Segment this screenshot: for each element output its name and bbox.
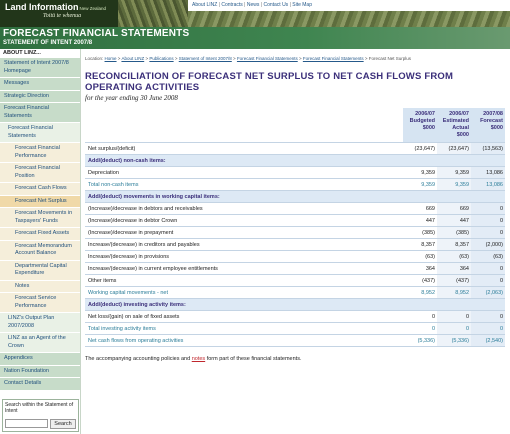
sidebar-item[interactable]: LINZ's Output Plan 2007/2008 xyxy=(0,313,80,333)
value-cell: 0 xyxy=(471,263,505,275)
sidebar-item[interactable]: Contact Details xyxy=(0,378,80,391)
row-label: Total non-cash items xyxy=(85,179,403,191)
row-label: Net loss/(gain) on sale of fixed assets xyxy=(85,311,403,323)
search-label: Search within the Statement of Intent xyxy=(5,402,74,414)
value-cell: 0 xyxy=(471,311,505,323)
value-cell: 0 xyxy=(471,227,505,239)
top-link[interactable]: Site Map xyxy=(292,2,312,8)
value-cell: (63) xyxy=(437,251,471,263)
table-row xyxy=(85,227,505,239)
value-cell: 447 xyxy=(403,215,437,227)
breadcrumb-link[interactable]: Forecast Financial Statements xyxy=(236,56,298,61)
value-cell: 0 xyxy=(403,311,437,323)
value-cell: (437) xyxy=(403,275,437,287)
row-label: Other items xyxy=(85,275,403,287)
page-subtitle: for the year ending 30 June 2008 xyxy=(85,94,178,102)
value-cell: 8,357 xyxy=(403,239,437,251)
table-row xyxy=(85,263,505,275)
sidebar-item[interactable]: Departmental Capital Expenditure xyxy=(0,261,80,281)
top-link[interactable]: Contracts xyxy=(221,2,243,8)
total-row xyxy=(85,179,505,191)
column-header xyxy=(403,108,437,143)
sidebar xyxy=(0,49,81,434)
column-header-line: Actual xyxy=(452,125,469,131)
row-label: (Increase)/decrease in prepayment xyxy=(85,227,403,239)
table-row xyxy=(85,167,505,179)
page-title: RECONCILIATION OF FORECAST NET SURPLUS TO NET CASH FLOWS FROM OPERATING ACTIVITIES xyxy=(85,71,454,93)
breadcrumb-link[interactable]: Statement of Intent 2007/8 xyxy=(178,56,232,61)
row-label: (Increase)/decrease in debtor Crown xyxy=(85,215,403,227)
value-cell: (63) xyxy=(403,251,437,263)
value-cell: 9,359 xyxy=(437,179,471,191)
value-cell: (5,336) xyxy=(403,335,437,347)
sidebar-item[interactable]: Forecast Cash Flows xyxy=(0,183,80,196)
brand-name-sub: New Zealand xyxy=(79,6,107,11)
table-row xyxy=(85,275,505,287)
table-row xyxy=(85,251,505,263)
value-cell: 0 xyxy=(471,215,505,227)
sidebar-item[interactable]: Nation Foundation xyxy=(0,366,80,379)
footnote-before: The accompanying accounting policies and xyxy=(85,356,192,362)
value-cell: 8,952 xyxy=(403,287,437,299)
value-cell xyxy=(471,155,505,167)
breadcrumb-separator: > xyxy=(363,56,369,61)
sidebar-item[interactable]: Forecast Movements in Taxpayers' Funds xyxy=(0,208,80,228)
breadcrumb-prefix: Location: xyxy=(85,56,104,61)
top-link[interactable]: News xyxy=(246,2,260,8)
footnote-after: form part of these financial statements. xyxy=(205,356,302,362)
column-header-line: Forecast xyxy=(480,118,503,124)
breadcrumb-separator: > xyxy=(173,56,179,61)
value-cell xyxy=(403,191,437,203)
value-cell: 364 xyxy=(437,263,471,275)
section-row xyxy=(85,191,505,203)
total-row xyxy=(85,335,505,347)
row-label: Increase/(decrease) in provisions xyxy=(85,251,403,263)
value-cell: 364 xyxy=(403,263,437,275)
value-cell: (23,647) xyxy=(403,143,437,155)
search-button[interactable]: Search xyxy=(50,419,76,429)
value-cell: (385) xyxy=(403,227,437,239)
table-row xyxy=(85,203,505,215)
linz-logo[interactable] xyxy=(0,0,118,27)
top-bar xyxy=(0,0,510,27)
table-body xyxy=(85,143,505,347)
row-label: Add/(deduct) non-cash items: xyxy=(85,155,403,167)
row-label: Working capital movements - net xyxy=(85,287,403,299)
column-header xyxy=(471,108,505,143)
sidebar-item[interactable]: Messages xyxy=(0,78,80,91)
sidebar-item[interactable]: Forecast Financial Position xyxy=(0,163,80,183)
sidebar-nav xyxy=(0,58,80,391)
top-link[interactable]: About LINZ xyxy=(192,2,218,8)
column-header-line: 2006/07 xyxy=(449,111,469,117)
total-row xyxy=(85,287,505,299)
brand-name: Land Information xyxy=(5,2,79,12)
row-label: Increase/(decrease) in current employee entitlements xyxy=(85,263,403,275)
breadcrumb-separator: > xyxy=(231,56,237,61)
row-label: Add/(deduct) investing activity items: xyxy=(85,299,403,311)
header-label-cell xyxy=(85,108,403,143)
value-cell xyxy=(471,299,505,311)
value-cell: 669 xyxy=(437,203,471,215)
breadcrumb-separator: > xyxy=(297,56,303,61)
value-cell: 0 xyxy=(437,311,471,323)
value-cell: (2,540) xyxy=(471,335,505,347)
section-row xyxy=(85,299,505,311)
breadcrumb-separator: > xyxy=(116,56,122,61)
sidebar-item[interactable]: Forecast Net Surplus xyxy=(0,196,80,209)
value-cell: (2,000) xyxy=(471,239,505,251)
row-label: Depreciation xyxy=(85,167,403,179)
value-cell: 0 xyxy=(471,323,505,335)
sidebar-item[interactable]: Notes xyxy=(0,281,80,294)
row-label: Net surplus/(deficit) xyxy=(85,143,403,155)
top-link-separator: | xyxy=(288,2,293,8)
column-header-line: Budgeted xyxy=(409,118,435,124)
value-cell: (385) xyxy=(437,227,471,239)
row-label: Add/(deduct) movements in working capital items: xyxy=(85,191,403,203)
top-links xyxy=(188,0,510,11)
row-label: Total investing activity items xyxy=(85,323,403,335)
value-cell: 447 xyxy=(437,215,471,227)
value-cell xyxy=(471,191,505,203)
header-photo-strip xyxy=(188,11,510,27)
sidebar-item[interactable]: Forecast Financial Statements xyxy=(0,103,80,123)
top-link[interactable]: Contact Us xyxy=(263,2,289,8)
value-cell: (13,563) xyxy=(471,143,505,155)
main-content xyxy=(85,49,506,362)
column-header-line: $000 xyxy=(422,125,435,131)
breadcrumb xyxy=(85,56,506,61)
top-link-separator: | xyxy=(217,2,222,8)
column-header-line: $000 xyxy=(456,132,469,138)
sidebar-item[interactable]: LINZ as an Agent of the Crown xyxy=(0,333,80,353)
table-row xyxy=(85,143,505,155)
value-cell xyxy=(437,191,471,203)
sidebar-item[interactable]: Forecast Memorandum Account Balance xyxy=(0,241,80,261)
value-cell: 9,359 xyxy=(437,167,471,179)
value-cell xyxy=(403,299,437,311)
sidebar-item[interactable]: Forecast Service Performance xyxy=(0,293,80,313)
row-label: (Increase)/decrease in debtors and receivables xyxy=(85,203,403,215)
total-row xyxy=(85,323,505,335)
sidebar-item[interactable]: Statement of Intent 2007/8 Homepage xyxy=(0,58,80,78)
table-row xyxy=(85,239,505,251)
column-header-line: 2006/07 xyxy=(415,111,435,117)
value-cell: (63) xyxy=(471,251,505,263)
top-link-separator: | xyxy=(259,2,264,8)
value-cell: 8,357 xyxy=(437,239,471,251)
sidebar-item[interactable]: Forecast Financial Statements xyxy=(0,123,80,143)
sidebar-search xyxy=(2,399,79,432)
breadcrumb-link[interactable]: Forecast Financial Statements xyxy=(302,56,364,61)
value-cell: 0 xyxy=(437,323,471,335)
value-cell: 9,359 xyxy=(403,167,437,179)
notes-link[interactable]: notes xyxy=(191,356,206,362)
row-label: Increase/(decrease) in creditors and payables xyxy=(85,239,403,251)
value-cell: 9,359 xyxy=(403,179,437,191)
banner-title: FORECAST FINANCIAL STATEMENTS xyxy=(3,28,190,39)
top-link-separator: | xyxy=(242,2,247,8)
table-header-row xyxy=(85,108,505,143)
value-cell: 13,086 xyxy=(471,179,505,191)
value-cell: 13,086 xyxy=(471,167,505,179)
value-cell: 0 xyxy=(403,323,437,335)
breadcrumb-current: Forecast Net Surplus xyxy=(368,56,412,61)
column-header-line: Estimated xyxy=(442,118,469,124)
page-banner xyxy=(0,27,510,49)
value-cell xyxy=(437,299,471,311)
value-cell xyxy=(437,155,471,167)
table-row xyxy=(85,215,505,227)
value-cell: 669 xyxy=(403,203,437,215)
value-cell: (23,647) xyxy=(437,143,471,155)
value-cell xyxy=(403,155,437,167)
section-row xyxy=(85,155,505,167)
table-row xyxy=(85,311,505,323)
sidebar-item[interactable]: Strategic Direction xyxy=(0,91,80,104)
breadcrumb-link[interactable]: Publications xyxy=(149,56,174,61)
value-cell: 0 xyxy=(471,203,505,215)
brand-tagline: Toitū te whenua xyxy=(43,13,82,19)
search-input[interactable] xyxy=(5,419,48,428)
breadcrumb-separator: > xyxy=(144,56,150,61)
sidebar-item[interactable]: Forecast Financial Performance xyxy=(0,143,80,163)
banner-subtitle: STATEMENT OF INTENT 2007/8 xyxy=(3,40,93,46)
row-label: Net cash flows from operating activities xyxy=(85,335,403,347)
footnote xyxy=(85,356,506,362)
value-cell: (5,336) xyxy=(437,335,471,347)
column-header-line: $000 xyxy=(490,125,503,131)
sidebar-item[interactable]: Appendices xyxy=(0,353,80,366)
breadcrumb-link[interactable]: About LINZ xyxy=(121,56,145,61)
value-cell: 0 xyxy=(471,275,505,287)
value-cell: (437) xyxy=(437,275,471,287)
column-header xyxy=(437,108,471,143)
value-cell: (2,063) xyxy=(471,287,505,299)
header-photo xyxy=(118,0,188,27)
sidebar-item[interactable]: Forecast Fixed Assets xyxy=(0,228,80,241)
sidebar-header: ABOUT LINZ... xyxy=(0,49,80,58)
column-header-line: 2007/08 xyxy=(483,111,503,117)
breadcrumb-link[interactable]: Home xyxy=(104,56,117,61)
reconciliation-table xyxy=(85,108,505,347)
value-cell: 8,952 xyxy=(437,287,471,299)
